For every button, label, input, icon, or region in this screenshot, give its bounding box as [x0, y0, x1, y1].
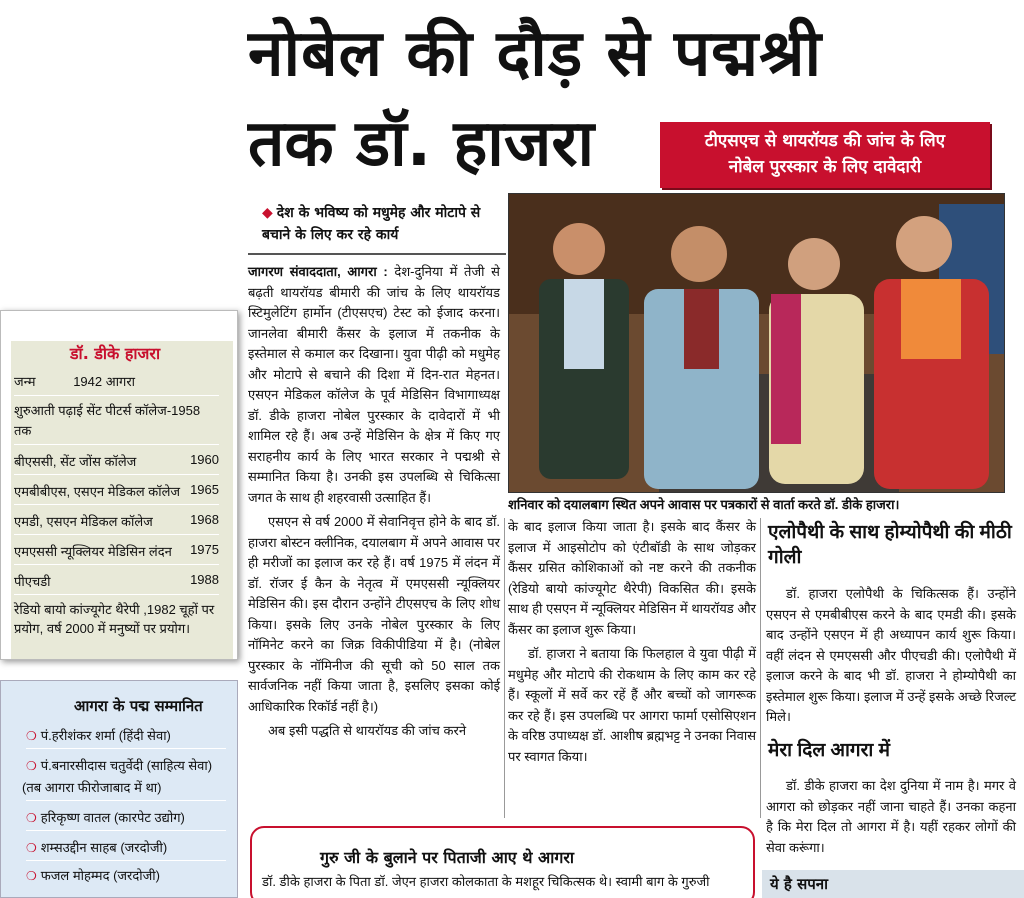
- kicker-divider: [248, 253, 506, 255]
- padma-item: ❍ फजल मोहम्मद (जरदोजी): [26, 868, 160, 883]
- kicker: [262, 202, 507, 246]
- article-paragraph: एसएन से वर्ष 2000 में सेवानिवृत्त होने के बाद डॉ. हाजरा बोस्टन क्लीनिक, दयालबाग में अपने आवास पर ही मरीजों का इलाज कर रहे हैं। वर्ष 1975 में लंदन में डॉ. रॉजर ई कैन के नेतृत्व में एमएससी न्यूक्लियर मेडिसिन की। इस दौरान उन्होंने टीएसएच के लिए शोध किया। इसके लिए उनके नोबेल पुरस्कार के लिए नॉमिनेट करने का जिक्र विकीपीडिया में है। (नोबेल पुरस्कार के नॉमिनीज की सूची को 50 साल तक सार्वजनिक नहीं किया जाता है, इसलिए इसका कोई आधिकारिक रिकॉर्ड नहीं है।): [248, 514, 500, 714]
- padma-divider: [26, 860, 226, 861]
- boxed-story-text: डॉ. डीके हाजरा के पिता डॉ. जेएन हाजरा कोलकाता के मशहूर चिकित्सक थे। स्वामी बाग के गुरुजी: [262, 874, 710, 889]
- profile-row-divider: [14, 594, 219, 595]
- circle-bullet-icon: ❍: [26, 811, 37, 825]
- boxed-story-title: गुरु जी के बुलाने पर पिताजी आए थे आगरा: [320, 848, 575, 867]
- article-column-3b: [766, 772, 1016, 860]
- padma-item: ❍ पं.बनारसीदास चतुर्वेदी (साहित्य सेवा): [26, 758, 213, 773]
- article-paragraph: डॉ. हाजरा ने बताया कि फिलहाल वे युवा पीढ़ी में मधुमेह और मोटापे की रोकथाम के लिए काम कर रहे हैं। स्कूलों में सर्वे कर रहें हैं और बच्चों को जागरूक कर रहे हैं। इस उपलब्धि पर आगरा फार्मा एसोसिएशन के वरिष्ठ उपाध्यक्ष डॉ. आशीष ब्रह्मभट्ट ने उनका निवास पर स्वागत किया।: [508, 646, 756, 764]
- profile-row: एमडी, एसएन मेडिकल कॉलेज 1968: [14, 512, 219, 529]
- subhead-mera-dil: मेरा दिल आगरा में: [768, 740, 890, 761]
- article-paragraph: डॉ. डीके हाजरा का देश दुनिया में नाम है। मगर वे आगरा को छोड़कर नहीं जाना चाहते हैं। उनका कहना है कि मेरा दिल तो आगरा में है। यहीं रहकर लोगों की सेवा करूंगा।: [766, 778, 1016, 855]
- profile-row-divider: [14, 564, 219, 565]
- padma-item: ❍ हरिकृष्ण वातल (कारपेट उद्योग): [26, 810, 185, 825]
- article-column-1: [248, 262, 500, 744]
- headline-line-1: नोबेल की दौड़ से पद्मश्री: [248, 17, 823, 91]
- column-divider: [504, 518, 505, 818]
- padma-item: ❍ शम्सउद्दीन साहब (जरदोजी): [26, 840, 168, 855]
- banner-line-1: टीएसएच से थायरॉयड की जांच के लिए: [704, 131, 946, 151]
- subhead-allopathy: एलोपैथी के साथ होम्योपैथी की मीठी गोली: [768, 522, 1012, 568]
- profile-row: शुरुआती पढ़ाई सेंट पीटर्स कॉलेज-1958 तक: [14, 403, 201, 438]
- profile-row: बीएससी, सेंट जोंस कॉलेज 1960: [14, 452, 219, 469]
- article-column-3a: [766, 580, 1016, 730]
- article-paragraph: जागरण संवाददाता, आगरा : देश-दुनिया में तेजी से बढ़ती थायरॉयड बीमारी की जांच के लिए थायरॉयड स्टिमुलेटिंग हार्मोन (टीएसएच) टेस्ट को ईजाद करना। जानलेवा बीमारी कैंसर के इलाज में तकनीक के इस्तेमाल से कमाल कर दिखाना। युवा पीढ़ी को मधुमेह और मोटापे से बचाने की दिशा में दिन-रात मेहनत। एसएन मेडिकल कॉलेज के पूर्व मेडिसिन विभागाध्यक्ष डॉ. डीके हाजरा नोबेल पुरस्कार के दावेदारों में भी शामिल रहे हैं। अब उन्हें मेडिसिन के क्षेत्र में किए गए सराहनीय कार्य के लिए भारत सरकार ने पद्मश्री से सम्मानित किया है। उनकी इस उपलब्धि से चिकित्सा जगत के साथ ही शहरवासी उत्साहित हैं।: [248, 264, 500, 505]
- padma-divider: [26, 830, 226, 831]
- column-divider: [760, 518, 761, 818]
- kicker-text: देश के भविष्य को मधुमेह और मोटापे से बचाने के लिए कर रहे कार्य: [262, 205, 481, 243]
- diamond-bullet-icon: ◆: [262, 205, 273, 221]
- subhead-sapna: ये है सपना: [770, 875, 828, 893]
- profile-row: रेडियो बायो कांज्यूगेट थैरेपी ,1982 चूहों पर प्रयोग, वर्ष 2000 में मनुष्यों पर प्रयोग।: [14, 602, 215, 636]
- profile-row: एमबीबीएस, एसएन मेडिकल कॉलेज 1965: [14, 482, 219, 499]
- profile-row: पीएचडी 1988: [14, 572, 219, 589]
- padma-item-note: (तब आगरा फीरोजाबाद में था): [22, 780, 162, 795]
- profile-title: डॉ. डीके हाजरा: [70, 344, 161, 363]
- dateline: जागरण संवाददाता, आगरा :: [248, 264, 388, 279]
- profile-row: एमएससी न्यूक्लियर मेडिसिन लंदन 1975: [14, 542, 219, 559]
- photo-press-meet: [508, 193, 1005, 493]
- padma-divider: [26, 748, 226, 749]
- profile-row-divider: [14, 474, 219, 475]
- profile-row-divider: [14, 444, 219, 445]
- circle-bullet-icon: ❍: [26, 869, 37, 883]
- circle-bullet-icon: ❍: [26, 759, 37, 773]
- profile-row: जन्म 1942 आगरा: [14, 374, 136, 389]
- padma-item: ❍ पं.हरीशंकर शर्मा (हिंदी सेवा): [26, 728, 171, 743]
- photo-caption: शनिवार को दयालबाग स्थित अपने आवास पर पत्रकारों से वार्ता करते डॉ. डीके हाजरा।: [508, 497, 900, 512]
- article-paragraph: अब इसी पद्धति से थायरॉयड की जांच करने: [268, 723, 467, 738]
- profile-row-divider: [14, 395, 219, 396]
- photo-illustration: [509, 194, 1005, 493]
- article-paragraph: डॉ. हाजरा एलोपैथी के चिकित्सक हैं। उन्होंने एसएन से एमबीबीएस करने के बाद एमडी की। इसके बाद उन्होंने एसएन में ही अध्यापन कार्य शुरू किया। वहीं लंदन से एमएससी और पीएचडी की। एलोपैथी में इलाज करने के बाद भी डॉ. हाजरा ने होम्योपैथी का इस्तेमाल शुरू किया। इलाज में उन्हें इसके अच्छे रिजल्ट मिले।: [766, 586, 1016, 724]
- profile-row-divider: [14, 534, 219, 535]
- circle-bullet-icon: ❍: [26, 841, 37, 855]
- headline-line-2: तक डॉ. हाजरा: [248, 107, 595, 181]
- article-paragraph: के बाद इलाज किया जाता है। इसके बाद कैंसर के इलाज में आइसोटोप को एंटीबॉडी के साथ जोड़कर कैंसर ग्रसित कोशिकाओं को नष्ट करने की तकनीक (रेडियो बायो कांज्यूगेट थैरेपी) विकसित की। इसके साथ ही एसएन में न्यूक्लियर मेडिसिन में थायरॉयड और कैंसर का इलाज शुरू किया।: [508, 519, 756, 637]
- banner-line-2: नोबेल पुरस्कार के लिए दावेदारी: [728, 157, 922, 177]
- padma-divider: [26, 800, 226, 801]
- padma-title: आगरा के पद्म सम्मानित: [74, 697, 203, 715]
- red-banner: [660, 122, 990, 188]
- profile-row-divider: [14, 504, 219, 505]
- circle-bullet-icon: ❍: [26, 729, 37, 743]
- article-column-2: [508, 517, 756, 769]
